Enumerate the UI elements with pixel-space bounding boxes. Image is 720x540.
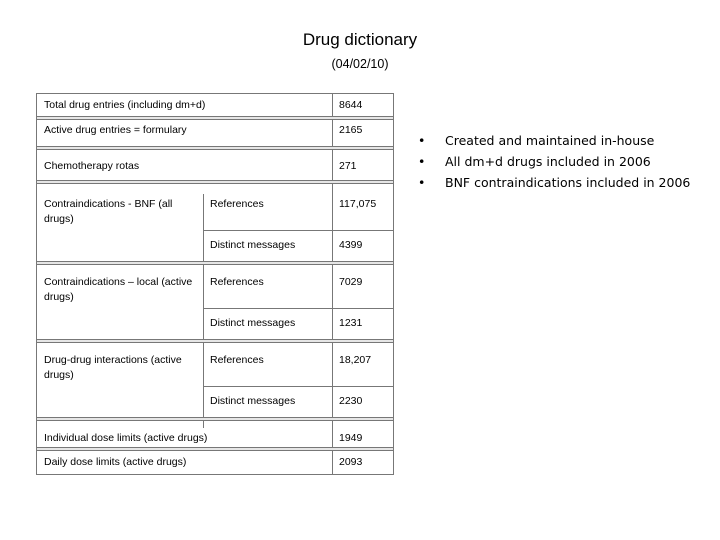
row-label-contraindications-local: Contraindications – local (active drugs) (44, 276, 193, 303)
row-label-daily-dose-limits: Daily dose limits (active drugs) (44, 456, 187, 468)
row-divider (203, 230, 393, 231)
sub-value-distinct-messages: 4399 (339, 239, 363, 251)
bullet-text: All dm+d drugs included in 2006 (445, 154, 651, 169)
row-divider (37, 146, 393, 150)
row-label-active-drug-entries: Active drug entries = formulary (44, 124, 187, 136)
sub-value-distinct-messages: 2230 (339, 395, 363, 407)
row-divider (203, 386, 393, 387)
sub-label-distinct-messages: Distinct messages (210, 317, 296, 329)
row-label-drug-drug-interactions: Drug-drug interactions (active drugs) (44, 354, 182, 381)
row-value-total-drug-entries: 8644 (339, 99, 363, 111)
row-divider (37, 116, 393, 120)
bullet-text: Created and maintained in-house (445, 133, 655, 148)
drug-dictionary-table (36, 93, 394, 475)
row-label-contraindications-bnf: Contraindications - BNF (all drugs) (44, 198, 173, 225)
page-title: Drug dictionary (302, 30, 418, 49)
row-divider (37, 339, 393, 343)
row-divider (203, 308, 393, 309)
row-divider (37, 180, 393, 184)
row-label-total-drug-entries: Total drug entries (including dm+d) (44, 99, 206, 111)
row-value-individual-dose-limits: 1949 (339, 432, 363, 444)
row-value-daily-dose-limits: 2093 (339, 456, 363, 468)
bullet-icon: • (418, 154, 426, 169)
row-value-active-drug-entries: 2165 (339, 124, 363, 136)
sub-label-references: References (210, 198, 264, 210)
row-divider (37, 261, 393, 265)
row-label-individual-dose-limits: Individual dose limits (active drugs) (44, 432, 208, 444)
sub-value-references: 117,075 (339, 198, 377, 210)
bullet-icon: • (418, 133, 426, 148)
sub-label-references: References (210, 354, 264, 366)
page-subtitle: (04/02/10) (331, 57, 389, 71)
sub-value-references: 7029 (339, 276, 363, 288)
sub-value-references: 18,207 (339, 354, 372, 366)
sub-label-distinct-messages: Distinct messages (210, 239, 296, 251)
sub-label-references: References (210, 276, 264, 288)
row-divider (37, 417, 393, 421)
row-label-chemotherapy-rotas: Chemotherapy rotas (44, 160, 140, 172)
sub-label-distinct-messages: Distinct messages (210, 395, 296, 407)
sub-value-distinct-messages: 1231 (339, 317, 363, 329)
row-divider (37, 447, 393, 451)
bullet-icon: • (418, 175, 426, 190)
bullet-text: BNF contraindications included in 2006 (445, 175, 691, 190)
row-value-chemotherapy-rotas: 271 (339, 160, 357, 172)
